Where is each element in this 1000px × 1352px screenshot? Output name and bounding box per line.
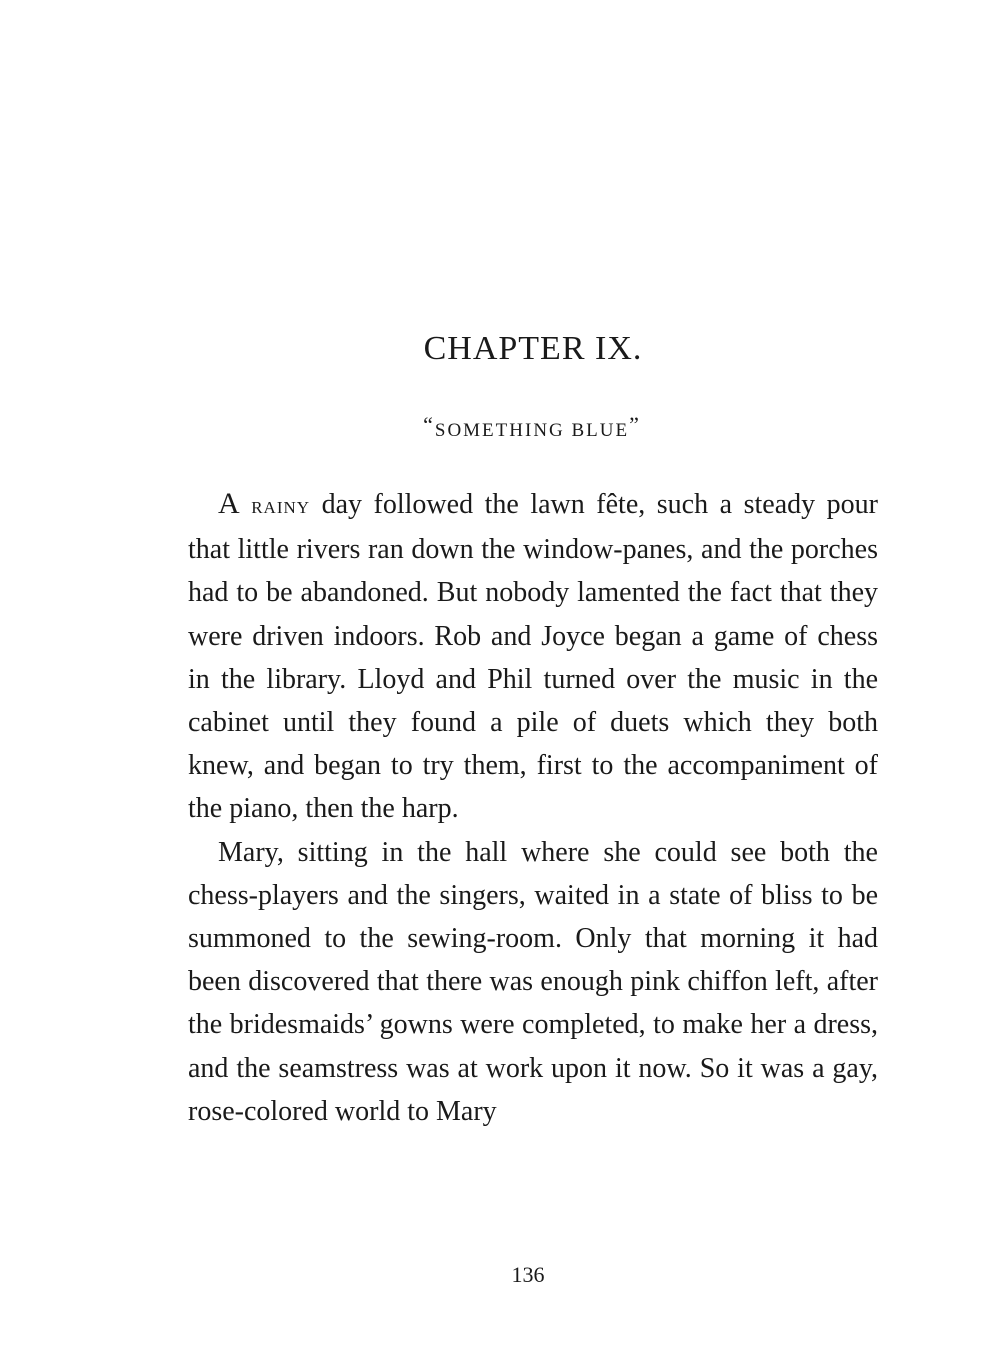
paragraph-1-text: day followed the lawn fête, such a steady pour that little rivers ran down the window-panes, and the porches had to be abandoned. But nobody lamented the fact that they were driven indoors. Rob and Joyce began a game of chess in the library. Lloyd and Phil turned over the music in the cabinet until they found a pile of duets which they both knew, and began to try them, first to the accompaniment of the piano, then the harp.: [188, 489, 878, 825]
chapter-subtitle: [0, 412, 1000, 442]
opening-smallcaps-word: rainy: [251, 493, 311, 519]
paragraph-1: [188, 482, 878, 831]
page-number: 136: [511, 1262, 545, 1287]
subtitle-text: SOMETHING BLUE: [434, 420, 630, 441]
subtitle-close-quote: ”: [629, 412, 641, 437]
paragraph-2: Mary, sitting in the hall where she could see both the chess-players and the singers, waited in a state of bliss to be summoned to the sewing-room. Only that morning it had been discovered that there was enough pink chiffon left, after the bridesmaids’ gowns were completed, to make her a dress, and the seamstress was at work upon it now. So it was a gay, rose-colored world to Mary: [188, 836, 878, 1127]
subtitle-open-quote: “: [423, 412, 435, 437]
body-text: [188, 482, 878, 1133]
chapter-title: CHAPTER IX.: [423, 330, 643, 367]
opening-letter: A: [218, 487, 240, 520]
